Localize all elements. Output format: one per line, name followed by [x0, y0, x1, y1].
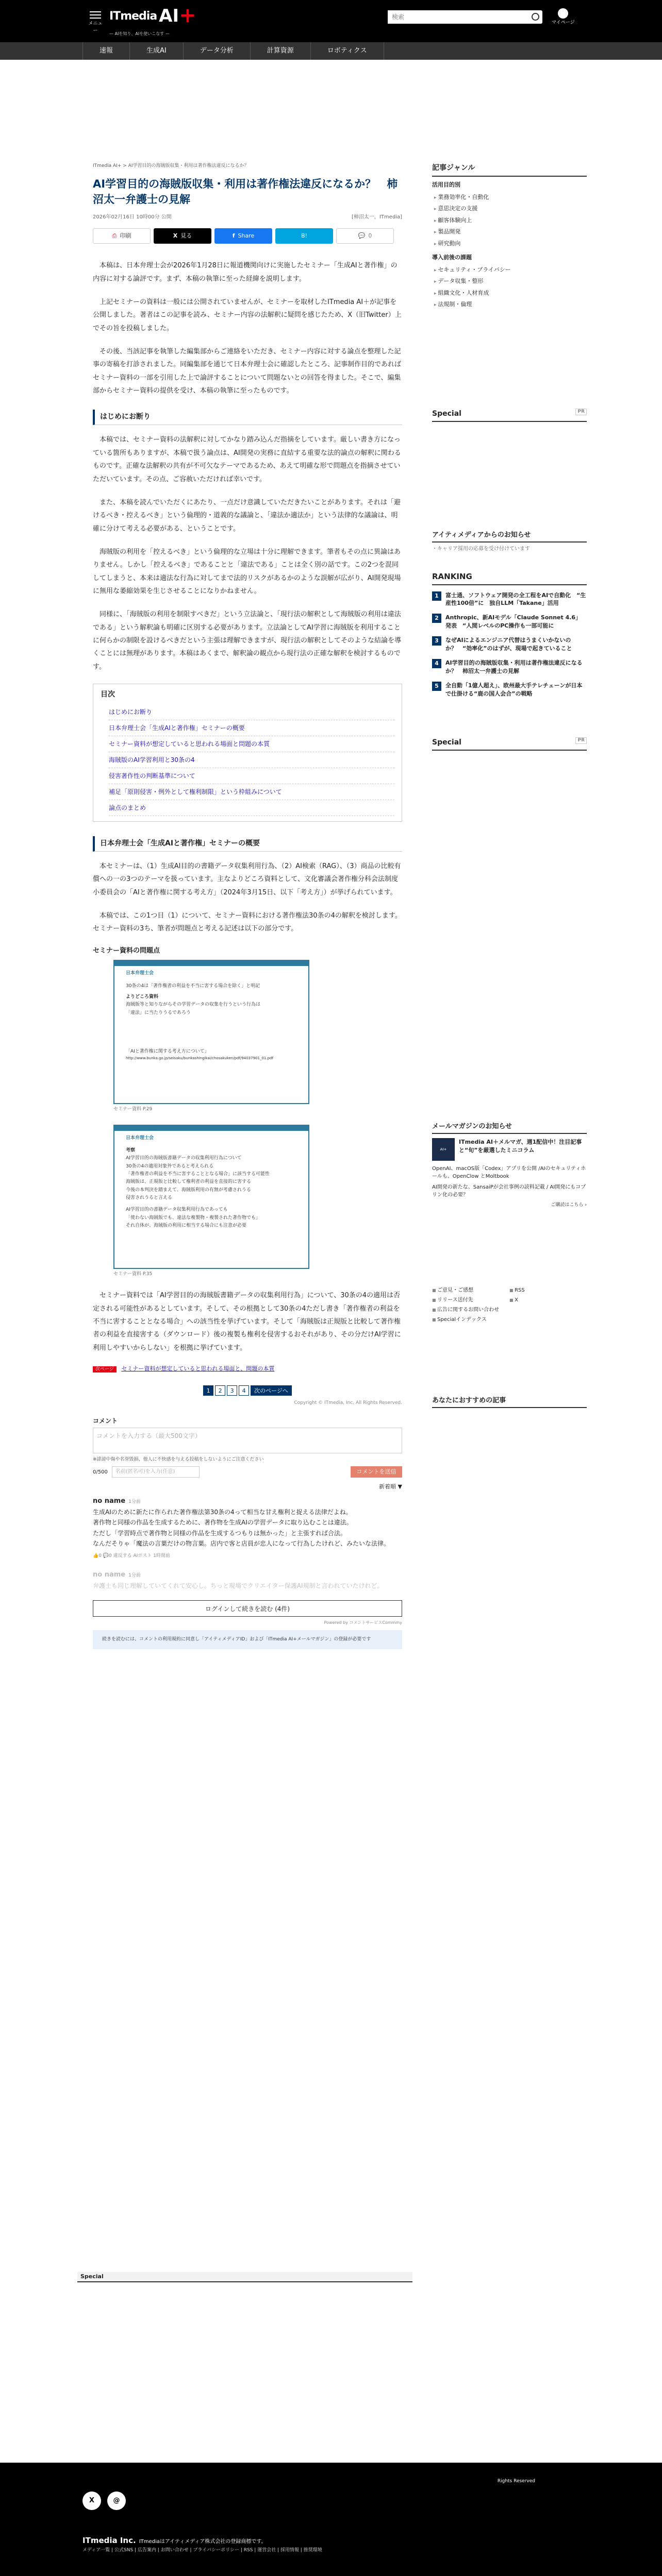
section-heading: 日本弁理士会「生成AIと著作権」セミナーの概要: [93, 836, 402, 852]
seminar-slide-image[interactable]: [113, 1125, 309, 1269]
rss-link[interactable]: ■ RSS: [509, 1286, 587, 1294]
intro-paragraph: 上記セミナーの資料は一般には公開されていませんが、セミナーを取材したITmedia AI＋が記事を公開しました。著者はこの記事を読み、セミナー内容の法解釈に疑問を感じたため、X（旧Twitter）上でその旨を投稿しました。: [93, 298, 402, 332]
print-button[interactable]: [93, 228, 151, 244]
genre-item[interactable]: ▸ 法規制・倫理: [434, 299, 587, 311]
comment-text: 生成AIのために新たに作られた著作権法第30条の4って相当な甘え権利と捉える法律だよね。 著作物と同様の作品を生成するために、著作物を生成AIの学習データに取り込むことは違法。 ただし「学習時点で著作物と同様の作品を生成するつもりは無かった」と主張すれば合法。 なんだそりゃ「魔法の言葉だけの物言葉。店内で客と店員が忠人になって行為したけれど、みたいな法律。: [93, 1509, 390, 1548]
byline: [柿沼太一，ITmedia]: [351, 214, 402, 221]
mailmagazine-item[interactable]: [432, 1138, 587, 1161]
ad-close-icon[interactable]: PR: [575, 409, 587, 415]
copyright: Copyright © ITmedia, Inc. All Rights Reserved.: [294, 1400, 402, 1406]
next-page-link[interactable]: [93, 1365, 402, 1374]
print-icon: ⎙: [112, 232, 117, 240]
utility-links: [432, 1286, 587, 1324]
body-paragraph: 本稿では、この1つ目（1）について、セミナー資料における著作権法30条の4の解釈を検討します。セミナー資料の3ち、筆者が問題点と考える記述は以下の部分です。: [93, 912, 402, 933]
toc-item[interactable]: はじめにお断り: [109, 704, 394, 720]
comment-time: 1分前: [128, 1499, 141, 1504]
comment-count-button[interactable]: [336, 228, 394, 244]
mailmagazine-heading: メールマガジンのお知らせ: [432, 1122, 587, 1134]
ranking-title-text: Anthropic、新AIモデル「Claude Sonnet 4.6」発表 “人間レベルのPC操作も一部可能に: [445, 614, 582, 630]
genre-item[interactable]: ▸ データ収集・整形: [434, 276, 587, 287]
footer: [0, 2463, 662, 2576]
next-page-button[interactable]: 次のページへ: [251, 1385, 292, 1396]
toc-item[interactable]: セミナー資料が想定していると思われる場面と問題の本質: [109, 736, 394, 752]
comment-count: 0: [368, 232, 372, 240]
ranking-item[interactable]: [432, 588, 587, 611]
comment-actions[interactable]: 👍0 💬0 違反する AIポスト 1時間前: [93, 1553, 170, 1558]
section-heading: はじめにお断り: [93, 410, 402, 425]
genre-item[interactable]: ▸ 組織文化・人材育成: [434, 287, 587, 299]
special-bar: Special: [77, 2272, 412, 2282]
slide-text: [126, 1147, 297, 1230]
hatena-bookmark-button[interactable]: [275, 228, 333, 244]
article-body: [93, 259, 402, 1354]
page-1[interactable]: 1: [203, 1385, 213, 1396]
special-heading: [432, 409, 587, 422]
comment-item: [93, 1569, 402, 1591]
toc-item[interactable]: 論点のまとめ: [109, 800, 394, 816]
ranking-title-text: 富士通、ソフトウェア開発の全工程をAIで自動化 “生産性100倍”に 独自LLM「Takane」活用: [445, 591, 586, 607]
hatena-label: B!: [301, 232, 307, 240]
nav-item-data[interactable]: データ分析: [184, 42, 251, 60]
image-caption: セミナー資料 P.29: [113, 1107, 153, 1112]
facebook-icon: f: [232, 232, 235, 240]
body-paragraph: 海賊版の利用を「控えるべき」という倫理的な立場は十分に理解できます。筆者もその点に異論はありません。しかし「控えるべき」であることと「違法である」ことは全く別の話です。この2つを混同してしまうと、本来は適法な行為に対してまで法的リスクがあるかのような誤解が広がり、AI開発現場に無用な萎縮効果を生じさせることになりかねません。: [93, 548, 401, 595]
genre-item[interactable]: ▸ 研究動向: [434, 238, 587, 250]
genre-item[interactable]: ▸ 業務効率化・自動化: [434, 192, 587, 204]
slide-line: それ自体が、海賊版の利用に相当する場合にも注意が必要: [126, 1223, 247, 1228]
seminar-slide-image[interactable]: [113, 960, 309, 1104]
logo-plus: +: [179, 4, 196, 27]
comment-item: [93, 1496, 402, 1560]
slide-line: 「違法」に当たりうるであろう: [126, 1010, 191, 1015]
footer-sns: [82, 2492, 126, 2510]
slide-line: 30条の4の適用対象外であると考えられる: [126, 1163, 214, 1169]
special-label: Special: [432, 738, 461, 747]
search-icon[interactable]: [532, 13, 539, 21]
mailmagazine-text: OpenAI、macOS版「Codex」アプリを公開 /AIのセキュリティホールも、OpenClow とMoltbook: [432, 1166, 586, 1180]
print-label: 印刷: [120, 232, 131, 240]
ad-close-icon[interactable]: PR: [575, 737, 587, 744]
facebook-share-label: Share: [238, 232, 255, 240]
slide-line: 今後の本判決を踏まえて、海賊版利用の有無が考慮されうる: [126, 1187, 251, 1193]
logo-ai: AI: [159, 6, 179, 26]
ad-space: [0, 60, 662, 163]
body-paragraph: また、本稿を読んでいただくにあたり、一点だけ意識していただきたいことがあります。それは「避けるべき・控えるべき」という倫理的・道義的な議論と、「違法か適法か」という法律的な議論は、明確に分けて考える必要がある、ということです。: [93, 498, 401, 533]
top-header: [0, 0, 662, 42]
slide-logo: 日本弁理士会: [126, 1135, 154, 1141]
name-input[interactable]: 名前(匿名可)を入力(任意): [112, 1466, 200, 1478]
article-main: [93, 163, 402, 1662]
genre-subtitle: 活用目的別: [432, 181, 460, 188]
ranking-item[interactable]: [432, 633, 587, 656]
intro-paragraph: 本稿は、日本弁理士会が2026年1月28日に報道機関向けに実施したセミナー「生成AIと著作権」の内容に対する論評です。まず、本稿の執筆に至った経緯を説明します。: [93, 262, 398, 283]
logo-tagline: — AIを知り、AIを使いこなす —: [109, 31, 170, 36]
ranking-title-text: 全自動「1億人超え」、欧州最大手テレチェーンが日本で仕掛ける“鹿の国人会合”の戦略: [445, 682, 583, 697]
toc-heading: 目次: [101, 690, 115, 699]
ranking-title-text: なぜAIによるエンジニア代替はうまくいかないのか？ “効率化”のはずが、現場で起きていること: [445, 637, 572, 652]
subscribe-link[interactable]: ご購読はこちら ›: [551, 1202, 587, 1208]
next-badge: 次ページ: [93, 1366, 117, 1372]
rank-number: 3: [432, 636, 441, 646]
mypage-button[interactable]: [552, 8, 575, 27]
image-caption: セミナー資料 P.35: [113, 1271, 153, 1277]
footer-rights: Rights Reserved: [497, 2479, 535, 2484]
genre-subtitle: 導入前後の課題: [432, 254, 472, 261]
genre-list: [432, 264, 587, 311]
sort-order-select[interactable]: 新着順 ▼: [379, 1483, 402, 1490]
slide-line: 侵害されうると言える: [126, 1195, 173, 1200]
commenter-name: no name: [93, 1497, 126, 1505]
subsection-heading: セミナー資料の問題点: [93, 946, 160, 955]
genre-item[interactable]: ▸ 顧客体験向上: [434, 215, 587, 227]
genre-item[interactable]: ▸ セキュリティ・プライバシー: [434, 264, 587, 276]
comment-text: 弁護士も同じ理解していてくれて安心し。ちっと現場でクリエイター保護AI規制と言われていたけれど。: [93, 1582, 384, 1589]
menu-label: メニュー: [88, 21, 103, 33]
nav-item-news[interactable]: 速報: [82, 42, 130, 60]
char-count: 0/500: [93, 1469, 108, 1475]
brand-note: ITmediaはアイティメディア株式会社の登録商標です。: [139, 2539, 267, 2545]
article-title: AI学習目的の海賊版収集・利用は著作権法違反になるか？ 柿沼太一弁護士の見解: [93, 177, 398, 206]
threads-icon[interactable]: @: [107, 2492, 126, 2510]
slide-logo: 日本弁理士会: [126, 971, 154, 976]
recommend-heading: あなたにおすすめの記事: [432, 1396, 587, 1409]
nav-item-compute[interactable]: 計算資源: [251, 42, 311, 60]
toc-item[interactable]: 海賊版のAI学習利用と30条の4: [109, 752, 394, 768]
page-3[interactable]: 3: [227, 1385, 237, 1396]
slide-line: AI学習目的の海賊版書籍データの収集利用行為について: [126, 1156, 242, 1161]
toc-item[interactable]: 日本弁理士会「生成AIと著作権」セミナーの概要: [109, 720, 394, 736]
ranking-item[interactable]: [432, 679, 587, 701]
toc-list: [101, 704, 394, 816]
x-link[interactable]: ■ X: [509, 1296, 587, 1304]
user-icon: [558, 8, 568, 19]
body-paragraph: 同様に、「海賊版の利用を制限すべきだ」という立法論と、「現行法の解釈として海賊版の利用は違法である」という解釈論も明確に区別する必要があります。立法論としてAI学習に海賊版を利用することに何らかの制限を設けるべきだという主張は理解できますが、現行法の解釈としてそのような結論を導くことには無理があります。本稿はあくまで、解釈論の観点から現行法の正確な解釈を検討するものです。: [93, 611, 402, 671]
logo-itmedia: ITmedia: [109, 10, 157, 23]
mailmagazine-title: ITmedia AI＋メルマガ、週1配信中！注目記事と“旬”を厳選したミニコラム: [459, 1139, 582, 1154]
ranking-item[interactable]: [432, 656, 587, 679]
body-paragraph: 本セミナーは、（1）生成AI目的の書籍データ収集利用行為、（2）AI検索（RAG）、（3）商品の比較有償への一の3つのテーマを扱っています。主なよりどころ資料として、文化審議会著作権分科会法制度小委員会の「AIと著作権に関する考え方」（2024年3月15日、以下「考え方」）が挙げられています。: [93, 862, 401, 896]
commenter-name: no name: [93, 1570, 126, 1579]
rank-number: 5: [432, 682, 441, 691]
comment-time: 1分前: [128, 1572, 141, 1578]
rank-number: 2: [432, 614, 441, 623]
footer-brand[interactable]: [82, 2535, 267, 2547]
publish-date: 2026年02月16日 10時00分 公開: [93, 214, 172, 221]
x-icon: X: [173, 232, 178, 240]
sidebar: [432, 163, 587, 1412]
body-paragraph: 本稿では、セミナー資料の法解釈に対してかなり踏み込んだ指摘をしています。厳しい書き方になっている箇所もありますが、本稿で扱う論点は、AI開発の実務に直結する重要な法的論点の解釈に関わるものです。正確な法解釈の共有が不可欠なテーマであるため、あえて明確な形で問題点を指摘させていただいています。その点、ご容赦いただければ幸いです。: [93, 436, 401, 483]
slide-band: [114, 961, 308, 966]
x-share-label: 見る: [180, 232, 192, 240]
footer-links[interactable]: メディア一覧 | 公式SNS | 広告案内 | お問い合わせ | プライバシーポリシー | RSS | 運営会社 | 採用情報 | 推奨環境: [82, 2548, 322, 2553]
site-logo[interactable]: [109, 4, 196, 36]
slide-line: 「使わない海賊版でも、違法な複製物・複製された著作物でも」: [126, 1215, 261, 1221]
login-to-read-button[interactable]: ログインして続きを読む (4件): [93, 1600, 402, 1617]
genre-item[interactable]: ▸ 製品開発: [434, 226, 587, 238]
search-input[interactable]: [388, 10, 522, 24]
x-icon[interactable]: X: [82, 2492, 101, 2510]
facebook-share-button[interactable]: [214, 228, 272, 244]
comment-icon: 💬: [358, 232, 366, 240]
share-bar: [93, 228, 402, 244]
login-notice: 続きを読むには、コメントの利用規約に同意し「アイティメディアID」および「ITmedia AI+メールマガジン」の登録が必要です: [93, 1630, 402, 1649]
x-share-button[interactable]: [154, 228, 211, 244]
slide-band: [114, 1126, 308, 1131]
toc-item[interactable]: 侵害著作性の判断基準について: [109, 768, 394, 784]
genre-list: [432, 192, 587, 250]
special-index-link[interactable]: ■ Specialインデックス: [432, 1316, 587, 1324]
slide-line: 「AIと著作権に関する考え方について」: [126, 1048, 209, 1054]
comment-textarea[interactable]: コメントを入力する（最大500文字）: [93, 1428, 402, 1453]
rank-number: 1: [432, 591, 441, 601]
slide-line: AI学習目的の書籍データ収集利用行為であっても: [126, 1207, 228, 1213]
ranking-item[interactable]: [432, 611, 587, 633]
search-box: [388, 10, 542, 24]
slide-line: よりどころ資料: [126, 994, 159, 999]
slide-line: 海賊版等と知りながらその学習データの収集を行うという行為は: [126, 1002, 261, 1008]
pagination: [93, 1385, 402, 1396]
ranking-title-text: AI学習目的の海賊版収集・利用は著作権法違反になるか？ 柿沼太一弁護士の見解: [445, 659, 583, 675]
announcement-heading: アイティメディアからのお知らせ: [432, 530, 587, 543]
slide-line: 30条の4は「著作権者の利益を不当に害する場合を除く」と明記: [126, 983, 260, 989]
ranking-title: RANKING: [432, 571, 587, 585]
slide-text: [126, 982, 297, 1062]
rank-number: 4: [432, 659, 441, 668]
brand-name: ITmedia Inc.: [82, 2536, 136, 2545]
toc-item[interactable]: 補足「原則侵害・例外として権利制限」という枠組みについて: [109, 784, 394, 800]
intro-paragraph: その後、当該記事を執筆した編集部からご連絡をいただき、セミナー内容に対する論点を整理した記事の寄稿を打診されました。同編集部を通じて日本弁理士会に確認したところ、記事制作目的であればセミナー資料の一部を引用した上で論評することについて問題ないとの回答を得ました。そこで、編集部からセミナー資料の提供を受け、本稿の執筆に至ったものです。: [93, 348, 402, 395]
slide-line: 海賊版は、正規版と比較して権利者の利益を直接的に害する: [126, 1179, 252, 1185]
hamburger-icon: [87, 11, 104, 19]
table-of-contents: [93, 684, 402, 822]
release-link[interactable]: ■ リリース送付先: [432, 1296, 509, 1304]
nav-item-genai[interactable]: 生成AI: [130, 42, 184, 60]
feedback-link[interactable]: ■ ご意見・ご感想: [432, 1286, 509, 1294]
powered-by: Powered by コメントサービスCommmy: [324, 1620, 402, 1625]
comment-submit-button[interactable]: コメントを送信: [351, 1466, 402, 1478]
special-heading: [432, 737, 587, 751]
nav-item-robotics[interactable]: ロボティクス: [311, 42, 384, 60]
comments-heading: コメント: [93, 1417, 118, 1425]
mailmagazine-text: AI開発の新たな、SansaiPが会社事例の読料記載 / AI開発にもコプリン化の必要？: [432, 1184, 586, 1198]
ad-inquiry-link[interactable]: ■ 広告に関するお問い合わせ: [432, 1306, 587, 1314]
special-label: Special: [432, 409, 461, 418]
comments-section: [93, 1416, 402, 1649]
genre-item[interactable]: ▸ 意思決定の支援: [434, 203, 587, 215]
menu-button[interactable]: [87, 9, 104, 35]
body-paragraph: セミナー資料では「AI学習目的の海賊版書籍データの収集利用行為」について、30条の4の適用は否定される可能性があるとしています。そして、その根拠として30条の4ただし書き「著作権者の利益を不当に害することとなる場合」への該当性を挙げています。そして「海賊版は正規版と比較して著作権者の利益を直接害する（ダウンロード）後の複製も権利を侵害するおそれがあり、その分だけAI学習に利用しやすいからしない」を根拠に挙げています。: [93, 1292, 401, 1352]
page-4[interactable]: 4: [239, 1385, 249, 1396]
breadcrumb[interactable]: ITmedia AI+ > AI学習目的の海賊版収集・利用は著作権法違反になるか？: [93, 163, 249, 168]
slide-line: http://www.bunka.go.jp/seisaku/bunkashingikai/chosakuken/pdf/94037901_01.pdf: [126, 1056, 273, 1061]
announcement-item[interactable]: ・キャリア採用の応募を受け付けています: [432, 546, 530, 552]
global-nav: [0, 42, 662, 60]
next-page-title[interactable]: セミナー資料が想定していると思われる場面と、問題の本質: [121, 1365, 275, 1372]
mypage-label: マイページ: [552, 20, 575, 25]
genre-title: 記事ジャンル: [432, 163, 587, 177]
comment-submit-row: [93, 1466, 402, 1478]
slide-line: 考察: [126, 1148, 136, 1154]
slide-line: 「著作権者の利益を不当に害することとなる場合」に該当する可能性: [126, 1172, 270, 1177]
page-2[interactable]: 2: [215, 1385, 225, 1396]
mailmagazine-thumbnail: AI+: [432, 1138, 455, 1161]
comment-note: ※誹謗中傷や名誉毀損、他人に不快感を与える投稿をしないようにご注意ください: [93, 1456, 264, 1462]
article-meta: [93, 211, 402, 223]
